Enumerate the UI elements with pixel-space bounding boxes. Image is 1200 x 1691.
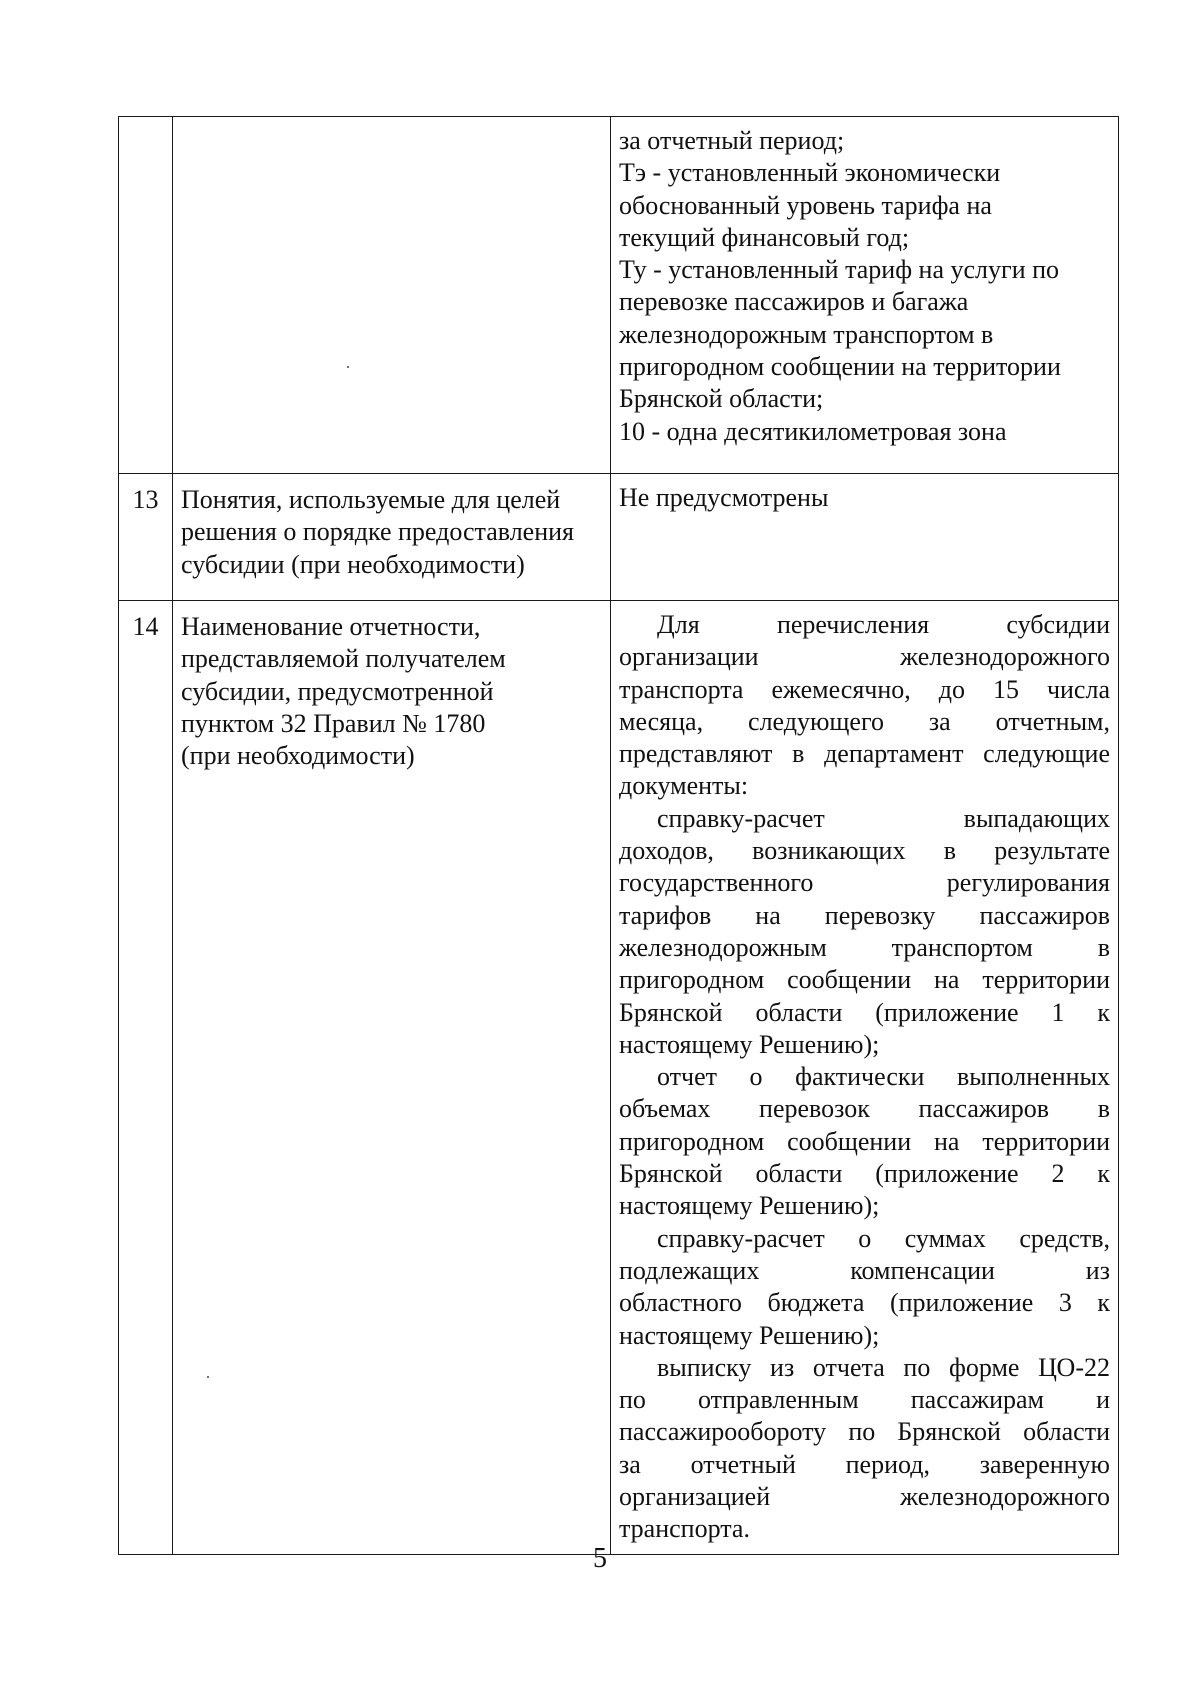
- row-name-line: субсидии (при необходимости): [181, 549, 525, 579]
- description-line: пригородном сообщении на территории: [619, 352, 1061, 382]
- description-line: по отправленным пассажирам и: [619, 1385, 1110, 1415]
- row-number-cell: [119, 474, 173, 601]
- description-line: Для перечисления субсидии: [657, 610, 1110, 639]
- description-line: транспорта.: [619, 1514, 750, 1544]
- description-line: доходов, возникающих в результате: [619, 836, 1110, 866]
- row-number: 13: [132, 485, 159, 514]
- description-line: за отчетный период, заверенную: [619, 1449, 1110, 1479]
- description-line: Не предусмотрены: [619, 483, 829, 512]
- scan-speck: [347, 366, 349, 368]
- row-name-line: представляемой получателем: [181, 644, 506, 674]
- description-line: организацией железнодорожного: [619, 1482, 1110, 1512]
- description-line: Брянской области (приложение 2 к: [619, 1159, 1110, 1189]
- description-line: настоящему Решению);: [619, 1320, 880, 1350]
- description-line: подлежащих компенсации из: [619, 1255, 1110, 1285]
- description-line: справку-расчет выпадающих: [657, 803, 1110, 833]
- row-number-cell: [119, 601, 173, 1555]
- description-line: Брянской области;: [619, 384, 824, 414]
- row-description-cell: [611, 601, 1119, 1555]
- description-line: обоснованный уровень тарифа на: [619, 190, 992, 220]
- table-row-14: [119, 601, 1119, 1555]
- description-line: за отчетный период;: [619, 126, 845, 155]
- row-name-line: Понятия, используемые для целей: [181, 485, 561, 514]
- description-line: документы:: [619, 771, 749, 801]
- description-line: выписку из отчета по форме ЦО-22: [657, 1352, 1110, 1382]
- row-name-cell: [173, 601, 611, 1555]
- description-line: железнодорожным транспортом в: [619, 932, 1110, 962]
- row-description-cell: [611, 474, 1119, 601]
- description-line: пригородном сообщении на территории: [619, 1126, 1110, 1156]
- row-name-line: решения о порядке предоставления: [181, 517, 574, 547]
- description-line: текущий финансовый год;: [619, 222, 910, 252]
- row-name-cell: [173, 117, 611, 474]
- description-line: организации железнодорожного: [619, 642, 1110, 672]
- description-line: государственного регулирования: [619, 868, 1110, 898]
- description-line: тарифов на перевозку пассажиров: [619, 900, 1110, 930]
- description-line: перевозке пассажиров и багажа: [619, 287, 969, 317]
- table-row-13: [119, 474, 1119, 601]
- description-line: пригородном сообщении на территории: [619, 965, 1110, 995]
- description-line: отчет о фактически выполненных: [657, 1062, 1110, 1092]
- description-line: Ту - установленный тариф на услуги по: [619, 255, 1060, 285]
- description-line: месяца, следующего за отчетным,: [619, 706, 1110, 736]
- row-name-line: Наименование отчетности,: [181, 612, 481, 641]
- description-line: объемах перевозок пассажиров в: [619, 1094, 1110, 1124]
- description-line: областного бюджета (приложение 3 к: [619, 1288, 1110, 1318]
- row-number-cell: [119, 117, 173, 474]
- description-line: 10 - одна десятикилометровая зона: [619, 416, 1007, 446]
- row-description-cell: [611, 117, 1119, 474]
- row-name-cell: [173, 474, 611, 601]
- description-line: Тэ - установленный экономически: [619, 158, 1001, 188]
- row-name-line: пунктом 32 Правил № 1780: [181, 708, 486, 738]
- description-line: пассажирообороту по Брянской области: [619, 1417, 1110, 1447]
- description-line: настоящему Решению);: [619, 1029, 880, 1059]
- row-number: 14: [132, 612, 159, 641]
- row-name-line: (при необходимости): [181, 741, 415, 771]
- regulation-table: [118, 116, 1119, 1555]
- row-name-line: субсидии, предусмотренной: [181, 676, 494, 706]
- description-line: транспорта ежемесячно, до 15 числа: [619, 674, 1110, 704]
- description-line: Брянской области (приложение 1 к: [619, 997, 1110, 1027]
- description-line: справку-расчет о суммах средств,: [657, 1223, 1110, 1253]
- description-line: настоящему Решению);: [619, 1191, 880, 1221]
- description-line: железнодорожным транспортом в: [619, 319, 994, 349]
- page-number: 5: [593, 1543, 607, 1574]
- description-line: представляют в департамент следующие: [619, 739, 1110, 769]
- scan-speck: [207, 1376, 209, 1378]
- table-row-continuation: [119, 117, 1119, 474]
